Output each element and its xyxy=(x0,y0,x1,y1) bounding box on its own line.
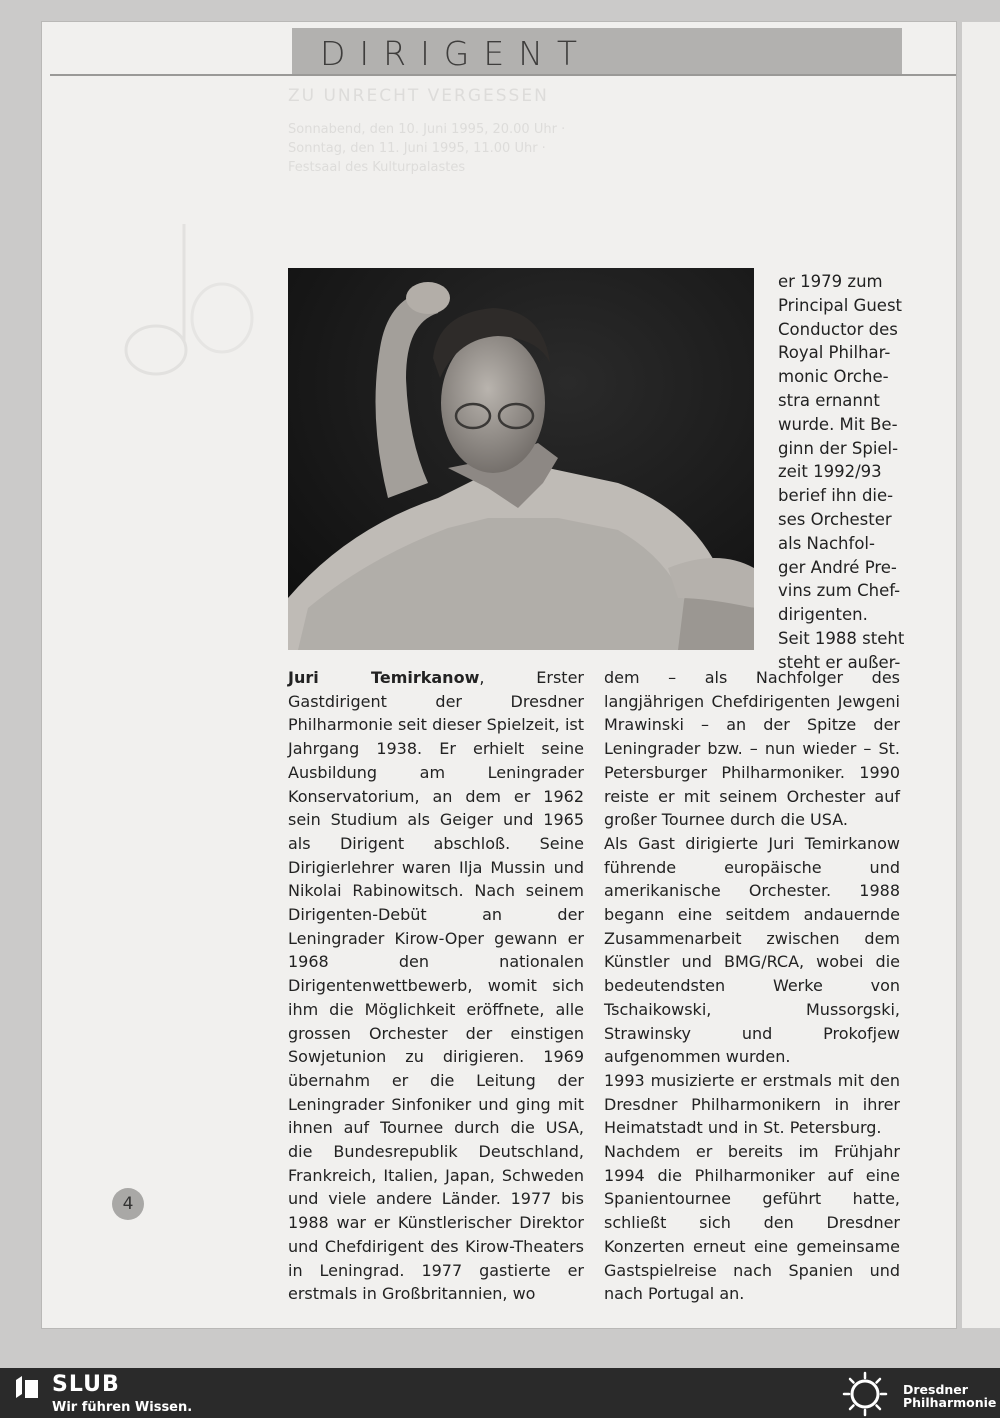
side-line: dirigenten. xyxy=(778,605,868,625)
philharmonie-line-1: Dresdner xyxy=(903,1382,968,1397)
show-through-text: Sonnabend, den 10. Juni 1995, 20.00 Uhr · Sonntag, den 11. Juni 1995, 11.00 Uhr · Festsaal des Kulturpalastes xyxy=(288,122,566,175)
right-column-text xyxy=(604,666,900,1306)
philharmonie-name xyxy=(903,1383,996,1409)
page-title: DIRIGENT xyxy=(320,34,592,73)
page-number: 4 xyxy=(112,1188,144,1220)
slub-name: SLUB xyxy=(52,1372,120,1397)
side-line: Principal Guest xyxy=(778,295,903,315)
side-line: vins zum Chef- xyxy=(778,581,901,601)
side-line: Seit 1988 steht xyxy=(778,628,905,648)
side-line: als Nachfol- xyxy=(778,533,875,553)
header-rule xyxy=(50,74,956,76)
facing-page-edge xyxy=(962,22,1000,1328)
side-line: er 1979 zum xyxy=(778,272,883,291)
paragraph: 1993 musizierte er erstmals mit den Dresdner Philharmonikern in ihrer Heimatstadt und in St. Petersburg. xyxy=(604,1070,900,1138)
biography-text: , Erster Gastdirigent der Dresdner Philharmonie seit dieser Spielzeit, ist Jahrgang 1938. Er erhielt seine Ausbildung am Leningrader Konservatorium, an dem er 1962 sein Studium als Geiger und 1965 als Dirigent abschloß. Seine Dirigierlehrer waren Ilja Mussin und Nikolai Rabinowitsch. Nach seinem Dirigenten-Debüt an der Leningrader Kirow-Oper gewann er 1968 den nationalen Dirigentenwettbewerb, womit sich ihm die Möglichkeit eröffnete, alle grossen Orchester der einstigen Sowjetunion zu dirigieren. 1969 übernahm er die Leitung der Leningrader Sinfoniker und ging mit ihnen auf Tournee durch die USA, die Bundesrepublik Deutschland, Frankreich, Italien, Japan, Schweden und viele andere Länder. 1977 bis 1988 war er Künstlerischer Direktor und Chefdirigent des Kirow-Theaters in Leningrad. 1977 gastierte er erstmals in Großbritannien, wo xyxy=(288,668,584,1304)
left-column-text xyxy=(288,666,584,1306)
side-line: zeit 1992/93 xyxy=(778,462,882,482)
side-column-text xyxy=(778,270,906,675)
side-line: Conductor des xyxy=(778,319,898,339)
side-line: wurde. Mit Be- xyxy=(778,414,898,434)
biography-paragraph xyxy=(288,666,584,1306)
paragraph: Als Gast dirigierte Juri Temirkanow führende europäische und amerikanische Orchester. 1988 begann eine seitdem andauernde Zusammenarbeit zwischen dem Künstler und BMG/RCA, wobei die bedeutendsten Werke von Tschaikowski, Mussorgski, Strawinsky und Prokofjew aufgenommen wurden. xyxy=(604,833,900,1067)
side-line: berief ihn die- xyxy=(778,486,894,506)
slub-logo-icon xyxy=(14,1374,40,1400)
show-through-heading: ZU UNRECHT VERGESSEN xyxy=(288,86,549,106)
conductor-name: Juri Temirkanow xyxy=(288,668,480,687)
side-line: stra ernannt xyxy=(778,390,880,410)
paragraph: dem – als Nachfolger des langjährigen Chefdirigenten Jewgeni Mrawinski – an der Spitze der Leningrader bzw. – nun wieder – St. Petersburger Philharmoniker. 1990 reiste er mit seinem Orchester auf großer Tournee durch die USA. xyxy=(604,668,900,830)
philharmonie-logo-icon xyxy=(842,1371,888,1417)
side-line: steht er außer- xyxy=(778,652,901,672)
side-line: ginn der Spiel- xyxy=(778,438,899,458)
side-line: ger André Pre- xyxy=(778,557,897,577)
slub-tagline: Wir führen Wissen. xyxy=(52,1400,193,1415)
conductor-photo xyxy=(288,268,754,650)
side-line: Royal Philhar- xyxy=(778,343,891,363)
show-through-note-graphic xyxy=(118,222,258,382)
paragraph: Nachdem er bereits im Frühjahr 1994 die Philharmoniker auf eine Spanientournee geführt hatte, schließt sich den Dresdner Konzerten erneut eine gemeinsame Gastspielreise nach Spanien und nach Portugal an. xyxy=(604,1142,900,1304)
side-line: ses Orchester xyxy=(778,509,892,529)
side-line: monic Orche- xyxy=(778,367,889,387)
philharmonie-line-2: Philharmonie xyxy=(903,1395,997,1410)
